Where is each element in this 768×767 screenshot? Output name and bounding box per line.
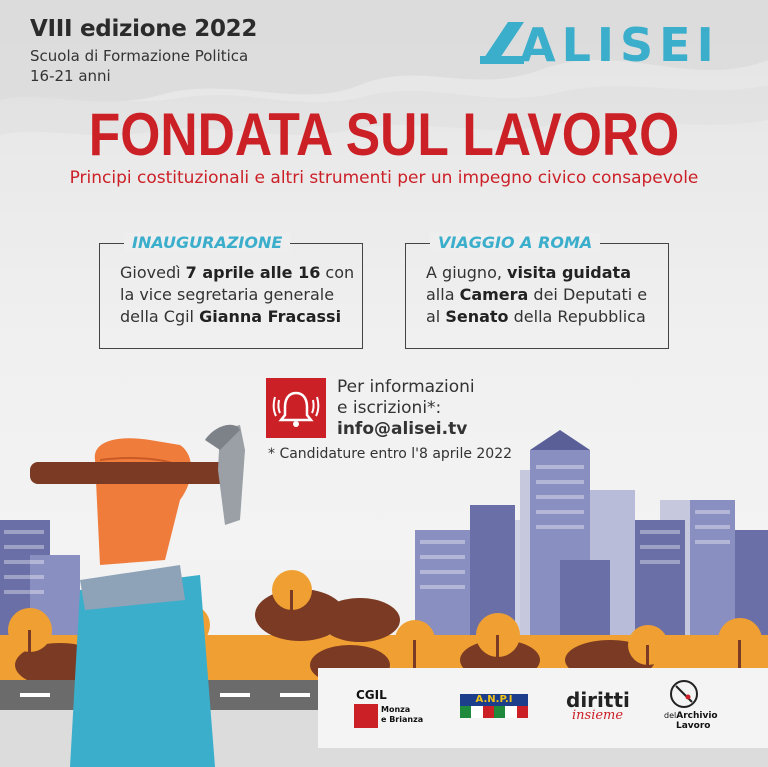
subtitle: Principi costituzionali e altri strumenti per un impegno civico consapevole <box>69 168 699 188</box>
inauguration-line-2: la vice segretaria generale <box>120 285 335 304</box>
inauguration-line-3: della Cgil Gianna Fracassi <box>120 307 342 326</box>
inauguration-box <box>99 233 363 349</box>
diritti-insieme-logo <box>566 688 646 728</box>
trip-box <box>405 233 669 349</box>
anpi-logo <box>460 694 528 718</box>
archivio-label: delArchivio Lavoro <box>664 711 718 731</box>
trip-details <box>426 262 666 328</box>
main-title: FONDATA SUL LAVORO <box>88 101 680 168</box>
alisei-logo-icon <box>478 22 526 64</box>
trip-line-1: A giugno, visita guidata <box>426 263 631 282</box>
info-line-2: e iscrizioni*: <box>337 398 442 418</box>
inauguration-heading: INAUGURAZIONE <box>124 233 290 252</box>
cgil-subtitle: Monza e Brianza <box>381 705 424 724</box>
trip-heading: VIAGGIO A ROMA <box>430 233 600 252</box>
inauguration-line-1: Giovedì 7 aprile alle 16 con <box>120 263 355 282</box>
info-email[interactable]: info@alisei.tv <box>337 419 468 439</box>
info-line-1: Per informazioni <box>337 377 475 397</box>
archivio-circle-icon <box>668 678 700 710</box>
inauguration-details <box>120 262 360 328</box>
diritti-label: diritti <box>566 688 630 712</box>
insieme-label: insieme <box>572 708 624 723</box>
footer-logos <box>318 668 768 748</box>
cgil-logo: CGIL Monza e Brianza <box>354 688 424 738</box>
school-name: Scuola di Formazione Politica <box>30 47 249 65</box>
info-bell-box <box>266 378 326 438</box>
cgil-red-square-icon <box>354 704 378 728</box>
info-block <box>337 377 475 440</box>
trip-line-3: al Senato della Repubblica <box>426 307 646 326</box>
deadline-note: * Candidature entro l'8 aprile 2022 <box>268 446 513 462</box>
trip-line-2: alla Camera dei Deputati e <box>426 285 648 304</box>
archivio-lavoro-logo <box>664 678 734 738</box>
age-range: 16-21 anni <box>30 67 111 85</box>
anpi-label: A.N.P.I <box>460 694 528 706</box>
bell-icon <box>266 378 326 438</box>
brand-name: ALISEI <box>520 18 720 72</box>
anpi-flag-icon <box>460 706 528 718</box>
edition-title: VIII edizione 2022 <box>30 16 258 42</box>
